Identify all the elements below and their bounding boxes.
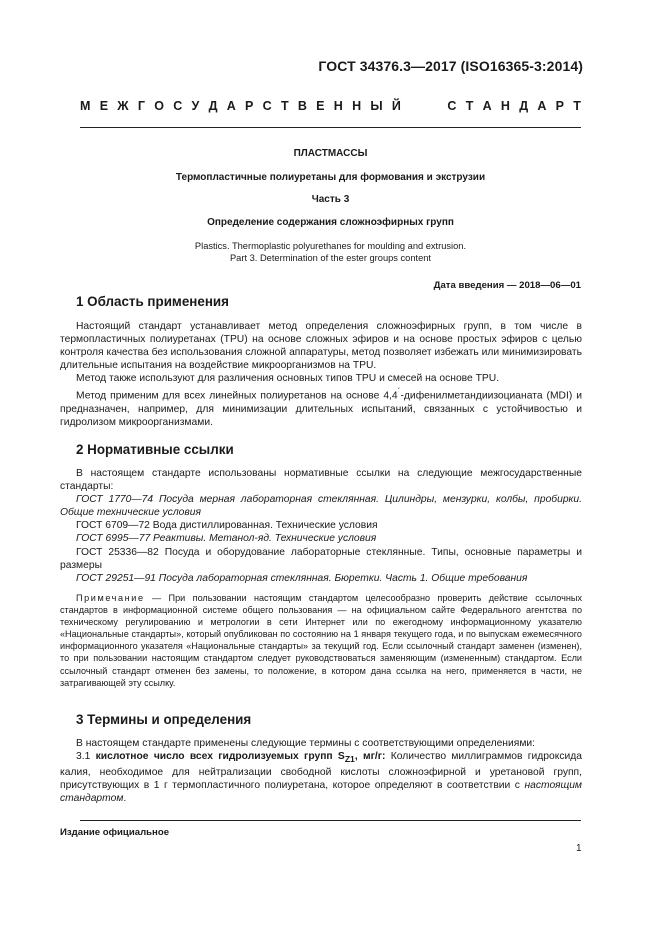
term-unit: , мг/г: <box>354 751 386 763</box>
paragraph: В настоящем стандарте использованы нормативные ссылки на следующие межгосударственные стандарты: <box>60 468 582 493</box>
paragraph: Метод также используют для различения основных типов TPU и смесей на основе TPU. <box>76 373 500 385</box>
term-number: 3.1 <box>76 751 96 763</box>
definition-end: . <box>123 793 127 805</box>
interstate-standard-banner <box>80 99 581 113</box>
banner-letter: Д <box>208 99 218 113</box>
note-text: — При пользовании настоящим стандартом целесообразно проверить действие ссылочных стандартов в информационной системе общего пользования — на официальном сайте Федерального агентства по техническому регулированию и метрологии в сети Интернет или по ежегодному информационному указателю «Национальные стандарты», который опубликован по состоянию на 1 января текущего года, и по выпускам ежемесячного информационного указателя «Национальные стандарты» за текущий год. Если ссылочный стандарт заменен (изменен), то при пользовании настоящим стандартом следует руководствоваться заменяющим (измененным) стандартом. Если ссылочный стандарт отменен без замены, то положение, в котором дана ссылка на него, применяется в части, не затрагивающей эту ссылку. <box>60 593 582 688</box>
banner-letter: Г <box>137 99 145 113</box>
reference-item: ГОСТ 1770—74 Посуда мерная лабораторная стеклянная. Цилиндры, мензурки, колбы, пробирки. Общие технические условия <box>60 494 582 519</box>
banner-letter: Й <box>391 99 401 113</box>
banner-letter: В <box>297 99 307 113</box>
section-2-body <box>60 467 582 585</box>
definition-italic: настоящим стандартом <box>60 780 582 805</box>
banner-letter: Е <box>99 99 109 113</box>
banner-letter: У <box>191 99 200 113</box>
reference-item: ГОСТ 29251—91 Посуда лабораторная стеклянная. Бюретки. Часть 1. Общие требования <box>76 572 528 584</box>
introduction-date: Дата введения — 2018—06—01 <box>433 280 581 291</box>
paragraph: В настоящем стандарте применены следующие термины с соответствующими определениями: <box>76 738 536 749</box>
note-block <box>60 592 582 689</box>
english-title-line: Plastics. Thermoplastic polyurethanes for moulding and extrusion. <box>194 241 467 251</box>
section-3-heading: 3 Термины и определения <box>76 712 252 727</box>
banner-letter: А <box>537 99 547 113</box>
english-title <box>80 240 581 264</box>
reference-item: ГОСТ 6995—77 Реактивы. Метанол-яд. Технические условия <box>76 533 377 545</box>
term: кислотное число всех гидролизуемых групп S <box>95 751 345 763</box>
banner-letter: С <box>447 99 457 113</box>
doc-title: ПЛАСТМАССЫ <box>293 148 368 159</box>
banner-letter: А <box>482 99 492 113</box>
banner-letter: Ы <box>370 99 383 113</box>
banner-letter: О <box>154 99 164 113</box>
text-run: -дифенилметандиизоцианата (MDI) и предназначен, например, для минимизации длительных испытаний, связанных с устойчивостью и гидролизом микроорганизмами. <box>60 390 582 429</box>
note-paragraph <box>60 592 582 689</box>
section-3-body <box>60 737 582 806</box>
banner-letter: Р <box>555 99 564 113</box>
banner-letter: С <box>173 99 183 113</box>
banner-letter: М <box>80 99 91 113</box>
term-definition <box>60 750 582 805</box>
page-number: 1 <box>576 843 582 854</box>
banner-letter: Ж <box>117 99 129 113</box>
footer-rule <box>80 820 581 821</box>
section-2-heading: 2 Нормативные ссылки <box>76 442 234 457</box>
banner-letter: Н <box>352 99 362 113</box>
definition-text: Количество миллиграммов гидроксида калия, необходимое для нейтрализации свободной кислоты сложноэфирной и уретановой групп, присутствующих в 1 г термопластичного полиуретана, которое определяют в соответствии с <box>60 751 582 792</box>
term-subscript: Z1 <box>344 754 355 765</box>
banner-letter: Р <box>245 99 254 113</box>
banner-letter: Н <box>500 99 510 113</box>
paragraph <box>60 385 582 429</box>
header-rule <box>80 127 581 128</box>
section-1-heading: 1 Область применения <box>76 294 229 309</box>
banner-word-gap <box>410 99 438 113</box>
reference-item: ГОСТ 25336—82 Посуда и оборудование лабораторные стеклянные. Типы, основные параметры и размеры <box>60 546 582 571</box>
banner-letter: Д <box>519 99 529 113</box>
reference-item: ГОСТ 6709—72 Вода дистиллированная. Технические условия <box>76 520 378 532</box>
doc-topic: Определение содержания сложноэфирных групп <box>207 217 454 228</box>
note-label: Примечание <box>76 593 145 603</box>
section-1-body <box>60 320 582 429</box>
banner-letter: Т <box>465 99 474 113</box>
text-run: Метод применим для всех линейных полиуретанов на основе 4,4 <box>76 390 398 402</box>
paragraph: Настоящий стандарт устанавливает метод определения сложноэфирных групп, в том числе в термопластичных полиуретанах (TPU) на основе сложных эфиров и на основе простых эфиров с целью контроля качества без использования сложной аппаратуры, метод позволяет избежать или минимизировать длительные испытания на воздействие микроорганизмов на TPU. <box>60 321 582 372</box>
title-block <box>80 148 581 264</box>
banner-letter: А <box>226 99 236 113</box>
standard-code: ГОСТ 34376.3—2017 (ISO16365-3:2014) <box>318 58 583 74</box>
superscript: ´ <box>397 386 401 397</box>
edition-label: Издание официальное <box>60 827 170 838</box>
banner-letter: Е <box>316 99 325 113</box>
doc-subtitle: Термопластичные полиуретаны для формования и экструзии <box>175 172 486 183</box>
banner-letter: С <box>262 99 272 113</box>
banner-letter: Т <box>573 99 581 113</box>
doc-part: Часть 3 <box>311 194 350 205</box>
banner-letter: Н <box>333 99 343 113</box>
banner-letter: Т <box>280 99 289 113</box>
english-title-line: Part 3. Determination of the ester groups content <box>229 253 432 263</box>
